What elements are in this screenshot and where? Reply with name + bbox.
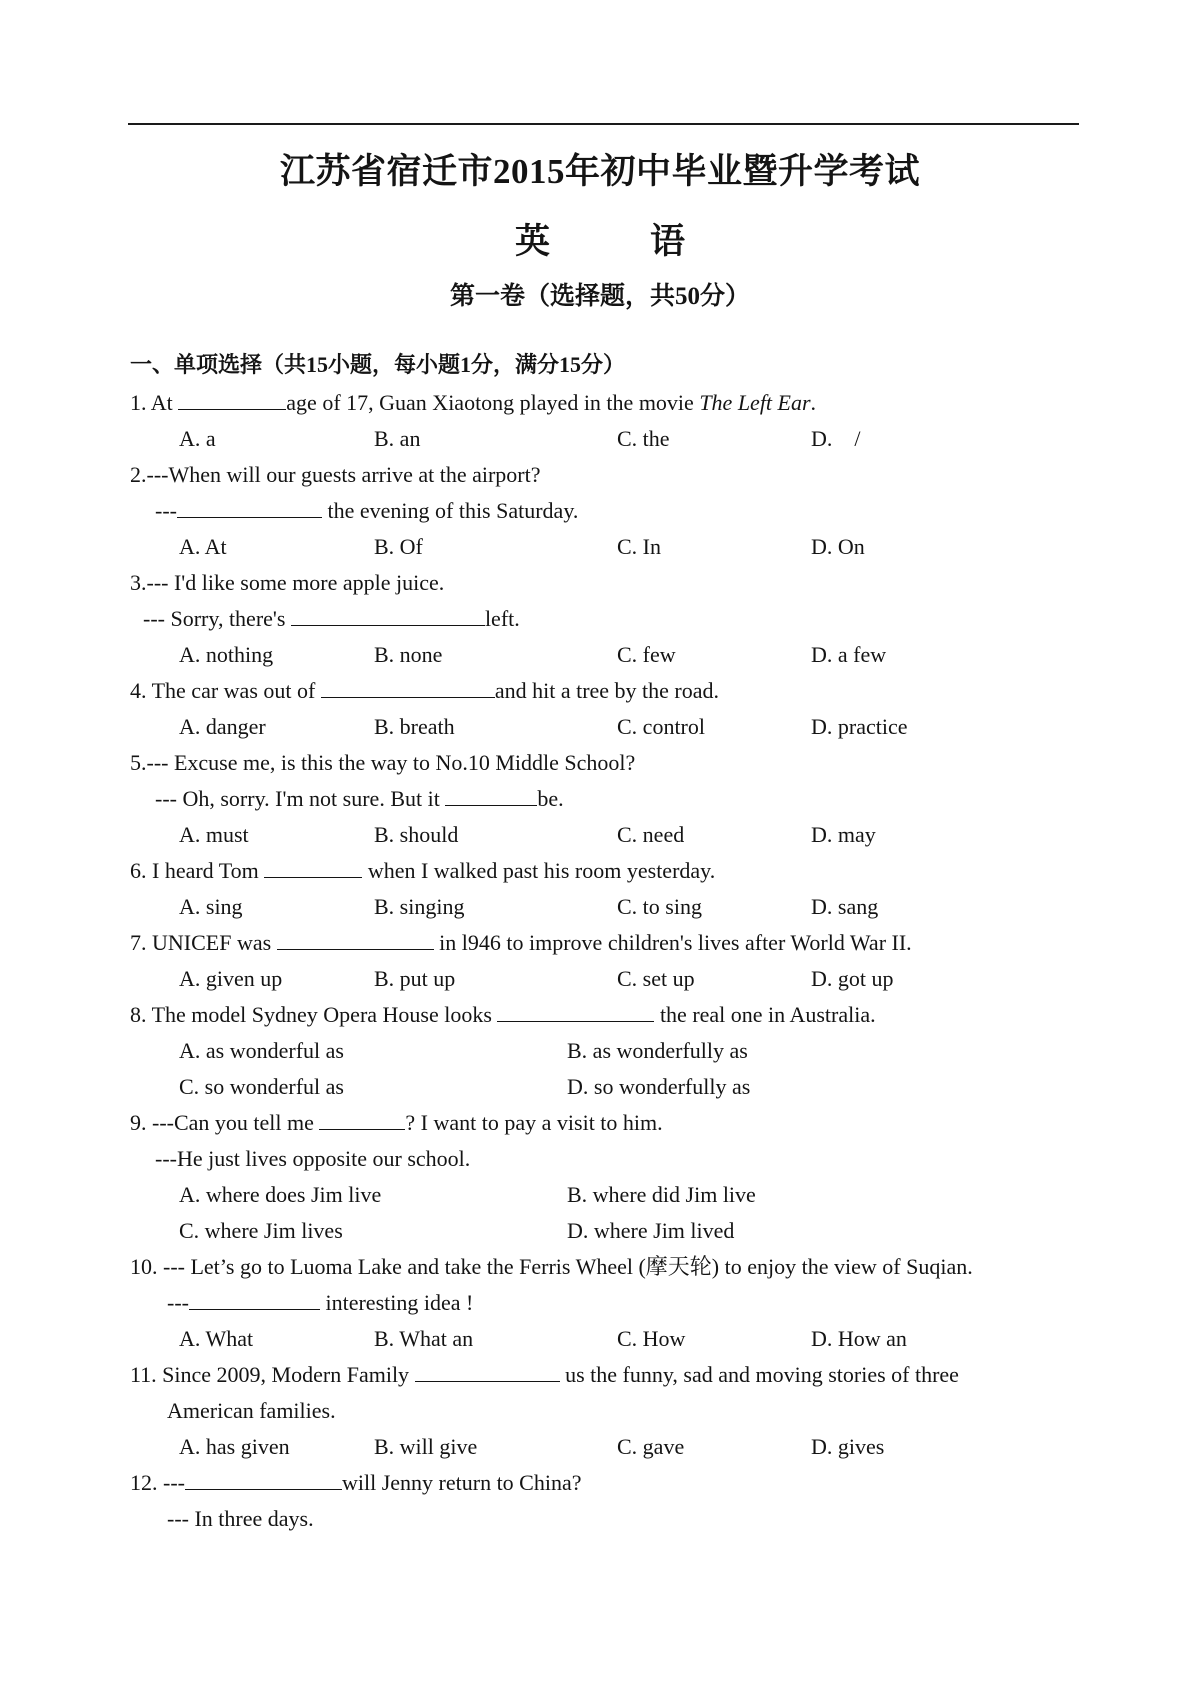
option-a: A. where does Jim live — [179, 1182, 382, 1207]
option-c: C. the — [617, 426, 670, 451]
option-d: D. practice — [811, 714, 908, 739]
question-3-reply: --- Sorry, there's left. — [143, 606, 520, 631]
option-d: D. / — [811, 426, 861, 451]
option-d: D. How an — [811, 1326, 907, 1351]
question-6: 6. I heard Tom when I walked past his room yesterday. — [130, 858, 716, 883]
option-a: A. a — [179, 426, 216, 451]
option-b: B. singing — [374, 894, 465, 919]
option-a: A. What — [179, 1326, 254, 1351]
answer-blank — [177, 499, 322, 518]
answer-blank — [319, 1111, 405, 1130]
exam-title: 江苏省宿迁市2015年初中毕业暨升学考试 — [279, 152, 920, 191]
option-d: D. gives — [811, 1434, 885, 1459]
option-b: B. breath — [374, 714, 455, 739]
question-12-reply: --- In three days. — [167, 1506, 314, 1531]
subject-title — [0, 214, 1200, 264]
option-b: B. as wonderfully as — [567, 1038, 748, 1063]
question-8: 8. The model Sydney Opera House looks the real one in Australia. — [130, 1002, 876, 1027]
question-12: 12. --- will Jenny return to China? — [130, 1470, 582, 1495]
answer-blank — [497, 1003, 654, 1022]
option-d: D. where Jim lived — [567, 1218, 735, 1243]
question-3: 3.--- I'd like some more apple juice. — [130, 570, 445, 595]
option-a: A. At — [179, 534, 227, 559]
option-d: D. got up — [811, 966, 894, 991]
option-d: D. so wonderfully as — [567, 1074, 751, 1099]
answer-blank — [178, 391, 286, 410]
subject-char-2: 语 — [650, 222, 686, 261]
option-d: D. sang — [811, 894, 879, 919]
answer-blank — [445, 787, 537, 806]
option-c: C. In — [617, 534, 661, 559]
question-11: 11. Since 2009, Modern Family us the funny, sad and moving stories of three — [130, 1362, 959, 1387]
question-1: 1. At age of 17, Guan Xiaotong played in the movie The Left Ear. — [130, 390, 817, 415]
question-10-reply: --- interesting idea ! — [167, 1290, 474, 1315]
option-b: B. should — [374, 822, 459, 847]
question-2-reply: --- the evening of this Saturday. — [155, 498, 579, 523]
option-b: B. an — [374, 426, 421, 451]
option-a: A. nothing — [179, 642, 274, 667]
option-c: C. so wonderful as — [179, 1074, 344, 1099]
option-c: C. gave — [617, 1434, 685, 1459]
volume-title: 第一卷（选择题，共50分） — [449, 283, 750, 310]
option-c: C. How — [617, 1326, 686, 1351]
question-5-reply: --- Oh, sorry. I'm not sure. But it be. — [155, 786, 564, 811]
option-d: D. On — [811, 534, 865, 559]
question-2: 2.---When will our guests arrive at the airport? — [130, 462, 541, 487]
option-b: B. Of — [374, 534, 423, 559]
question-9-reply: ---He just lives opposite our school. — [155, 1146, 471, 1171]
part-heading: 一、单项选择（共15小题，每小题1分，满分15分） — [130, 352, 626, 377]
option-a: A. sing — [179, 894, 243, 919]
option-c: C. control — [617, 714, 705, 739]
answer-blank — [185, 1471, 342, 1490]
option-c: C. set up — [617, 966, 695, 991]
question-11-cont: American families. — [167, 1398, 336, 1423]
option-a: A. has given — [179, 1434, 290, 1459]
answer-blank — [189, 1291, 320, 1310]
question-7: 7. UNICEF was in l946 to improve children's lives after World War II. — [130, 930, 912, 955]
option-b: B. where did Jim live — [567, 1182, 756, 1207]
option-a: A. must — [179, 822, 249, 847]
option-a: A. as wonderful as — [179, 1038, 344, 1063]
answer-blank — [277, 931, 434, 950]
answer-blank — [264, 859, 362, 878]
answer-blank — [291, 607, 485, 626]
top-rule — [128, 123, 1079, 125]
subject-char-1: 英 — [514, 222, 550, 261]
answer-blank — [321, 679, 495, 698]
question-10: 10. --- Let’s go to Luoma Lake and take the Ferris Wheel (摩天轮) to enjoy the view of Suqian. — [130, 1254, 973, 1279]
option-b: B. put up — [374, 966, 456, 991]
question-9: 9. ---Can you tell me ? I want to pay a visit to him. — [130, 1110, 663, 1135]
option-c: C. need — [617, 822, 685, 847]
question-5: 5.--- Excuse me, is this the way to No.10 Middle School? — [130, 750, 636, 775]
question-4: 4. The car was out of and hit a tree by the road. — [130, 678, 720, 703]
option-d: D. a few — [811, 642, 887, 667]
option-a: A. danger — [179, 714, 266, 739]
option-b: B. What an — [374, 1326, 474, 1351]
option-d: D. may — [811, 822, 876, 847]
option-c: C. to sing — [617, 894, 702, 919]
answer-blank — [415, 1363, 560, 1382]
option-b: B. will give — [374, 1434, 478, 1459]
option-b: B. none — [374, 642, 443, 667]
option-a: A. given up — [179, 966, 283, 991]
option-c: C. where Jim lives — [179, 1218, 343, 1243]
option-c: C. few — [617, 642, 676, 667]
